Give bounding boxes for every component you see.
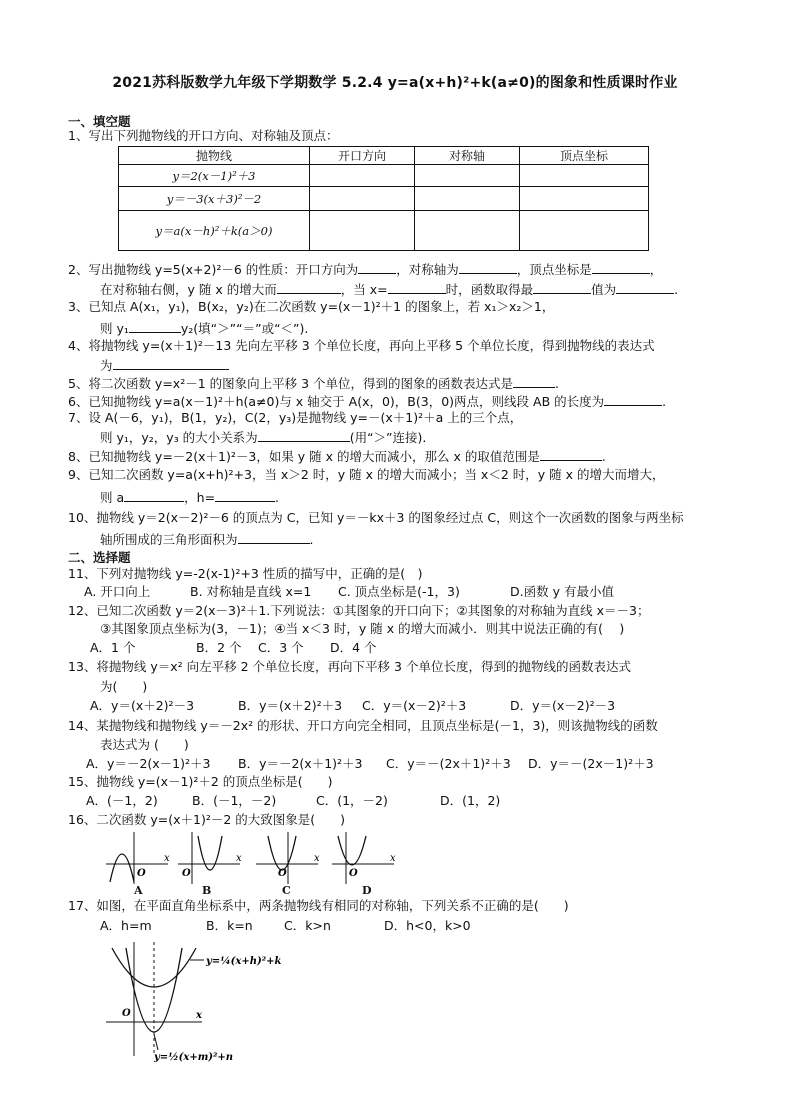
table-header-vertex: 顶点坐标 <box>520 147 649 165</box>
parabola-curve <box>338 836 366 865</box>
graph-b-label: B <box>202 884 212 897</box>
question-17-option-d: D．h<0，k>0 <box>384 918 471 933</box>
question-4-line-2: 为 <box>100 356 229 374</box>
table-header-parabola: 抛物线 <box>119 147 310 165</box>
question-6: 6、已知抛物线 y=a(x－1)²＋h(a≠0)与 x 轴交于 A(x，0)，B(3，0)两点，则线段 AB 的长度为 . <box>68 394 667 409</box>
question-7-line-1: 7、设 A(－6，y₁)，B(1，y₂)，C(2，y₃)是抛物线 y=－(x＋1)²＋a 上的三个点， <box>68 410 523 425</box>
question-1: 1、写出下列抛物线的开口方向、对称轴及顶点： <box>68 128 339 143</box>
question-14-option-a: A．y＝－2(x－1)²＋3 <box>86 756 211 771</box>
table-row <box>119 211 649 251</box>
question-12-option-a: A．1 个 <box>90 640 136 655</box>
question-5: 5、将二次函数 y=x²－1 的图象向上平移 3 个单位，得到的图象的函数表达式是 . <box>68 376 560 391</box>
question-15-option-a: A．(－1，2) <box>86 793 158 808</box>
question-3-line-1: 3、已知点 A(x₁，y₁)，B(x₂，y₂)在二次函数 y=(x－1)²＋1 的图象上，若 x₁＞x₂＞1， <box>68 299 555 314</box>
question-14-option-c: C．y＝－(2x＋1)²＋3 <box>386 756 511 771</box>
x-axis-label: x <box>196 1010 202 1021</box>
question-4-line-1: 4、将抛物线 y=(x＋1)²－13 先向左平移 3 个单位长度，再向上平移 5 个单位长度，得到抛物线的表达式 <box>68 338 655 353</box>
question-11-option-a: A. 开口向上 <box>84 584 151 599</box>
x-axis-label: x <box>164 853 170 864</box>
question-17-option-c: C．k>n <box>284 918 331 933</box>
parabola-curve <box>268 836 296 870</box>
question-2-line-2: 在对称轴右侧，y 随 x 的增大而 ，当 x= 时，函数取得最 值为 . <box>100 282 679 297</box>
question-7-line-2: 则 y₁，y₂，y₃ 的大小关系为 (用“＞”连接). <box>100 430 427 445</box>
page-title: 2021苏科版数学九年级下学期数学 5.2.4 y=a(x+h)²+k(a≠0)的图象和性质课时作业 <box>112 75 678 91</box>
question-12-line-1: 12、已知二次函数 y＝2(x－3)²＋1.下列说法：①其图象的开口向下；②其图象的对称轴为直线 x＝－3； <box>68 603 650 618</box>
question-13-line-1: 13、将抛物线 y＝x² 向左平移 2 个单位长度，再向下平移 3 个单位长度，得到的抛物线的函数表达式 <box>68 659 631 674</box>
question-14-line-1: 14、某抛物线和抛物线 y＝－2x² 的形状、开口方向完全相同，且顶点坐标是(－1，3)，则该抛物线的函数 <box>68 718 658 733</box>
question-13-option-a: A．y＝(x＋2)²－3 <box>90 698 195 713</box>
question-12-option-c: C．3 个 <box>258 640 304 655</box>
section-fill-blank-heading: 一、填空题 <box>68 114 131 129</box>
x-axis-label: x <box>390 853 396 864</box>
table-header-axis: 对称轴 <box>415 147 520 165</box>
question-13-line-2: 为( ) <box>100 679 148 694</box>
narrow-parabola-formula: y=½(x+m)²+n <box>154 1052 234 1063</box>
question-9-line-1: 9、已知二次函数 y=a(x+h)²+3，当 x＞2 时，y 随 x 的增大而减小；当 x＜2 时，y 随 x 的增大而增大， <box>68 467 665 482</box>
question-10-line-2: 轴所围成的三角形面积为 . <box>100 532 314 547</box>
table-row <box>119 187 649 211</box>
question-17: 17、如图，在平面直角坐标系中，两条抛物线有相同的对称轴，下列关系不正确的是( ) <box>68 898 569 913</box>
graph-a <box>104 830 174 886</box>
graph-c <box>254 830 324 886</box>
wide-parabola-formula: y=¼(x+h)²+k <box>206 956 282 967</box>
question-1-table <box>118 146 649 251</box>
graph-a-label: A <box>134 884 143 897</box>
question-12-option-b: B．2 个 <box>196 640 242 655</box>
table-cell-formula: y＝－3(x＋3)²－2 <box>119 187 310 211</box>
question-13-option-c: C．y＝(x－2)²＋3 <box>362 698 467 713</box>
question-17-option-a: A．h=m <box>100 918 152 933</box>
question-16: 16、二次函数 y=(x＋1)²－2 的大致图象是( ) <box>68 812 346 827</box>
question-17-option-b: B．k=n <box>206 918 253 933</box>
table-cell-formula: y＝a(x－h)²＋k(a＞0) <box>119 211 310 251</box>
question-12-line-2: ③其图象顶点坐标为(3，－1)；④当 x＜3 时，y 随 x 的增大而减小．则其中说法正确的有( ) <box>100 621 625 636</box>
question-14-option-d: D．y＝－(2x－1)²＋3 <box>528 756 654 771</box>
table-header-opening: 开口方向 <box>310 147 415 165</box>
question-14-option-b: B．y＝－2(x＋1)²＋3 <box>238 756 363 771</box>
origin-label: O <box>122 1008 131 1019</box>
question-11: 11、下列对抛物线 y=-2(x-1)²+3 性质的描写中，正确的是( ) <box>68 566 423 581</box>
origin-label: O <box>137 868 146 879</box>
question-2-line-1: 2、写出抛物线 y=5(x+2)²－6 的性质：开口方向为 ，对称轴为 ，顶点坐标是 ， <box>68 262 663 277</box>
question-15-option-b: B．(－1，－2) <box>192 793 277 808</box>
x-axis-label: x <box>314 853 320 864</box>
x-axis-label: x <box>236 853 242 864</box>
origin-label: O <box>349 868 358 879</box>
question-15-option-c: C．(1，－2) <box>316 793 388 808</box>
question-10-line-1: 10、抛物线 y＝2(x－2)²－6 的顶点为 C，已知 y＝－kx＋3 的图象经过点 C，则这个一次函数的图象与两坐标 <box>68 510 684 525</box>
question-11-option-c: C. 顶点坐标是(-1，3) <box>338 584 460 599</box>
question-17-graph <box>104 938 304 1068</box>
narrow-parabola-pointer <box>154 1034 158 1050</box>
graph-c-label: C <box>282 884 291 897</box>
table-row <box>119 165 649 187</box>
origin-label: O <box>182 868 191 879</box>
section-choice-heading: 二、选择题 <box>68 550 131 565</box>
question-8: 8、已知抛物线 y=－2(x＋1)²－3，如果 y 随 x 的增大而减小，那么 x 的取值范围是 . <box>68 449 606 464</box>
parabola-curve <box>198 836 222 870</box>
graph-d-label: D <box>362 884 372 897</box>
question-14-line-2: 表达式为 ( ) <box>100 737 189 752</box>
question-13-option-b: B．y＝(x＋2)²＋3 <box>238 698 343 713</box>
question-15: 15、抛物线 y=(x－1)²＋2 的顶点坐标是( ) <box>68 774 333 789</box>
parabola-curve <box>110 854 134 882</box>
origin-label: O <box>278 868 287 879</box>
graph-b <box>176 830 246 886</box>
question-15-option-d: D．(1，2) <box>440 793 501 808</box>
question-11-option-b: B. 对称轴是直线 x=1 <box>190 584 312 599</box>
question-11-option-d: D.函数 y 有最小值 <box>510 584 614 599</box>
graph-d <box>330 830 400 886</box>
question-12-option-d: D．4 个 <box>330 640 377 655</box>
table-cell-formula: y＝2(x－1)²＋3 <box>119 165 310 187</box>
question-3-line-2: 则 y₁ y₂(填“＞”“＝”或“＜”). <box>100 321 309 336</box>
question-13-option-d: D．y＝(x－2)²－3 <box>510 698 616 713</box>
question-9-line-2: 则 a ，h= . <box>100 490 280 505</box>
